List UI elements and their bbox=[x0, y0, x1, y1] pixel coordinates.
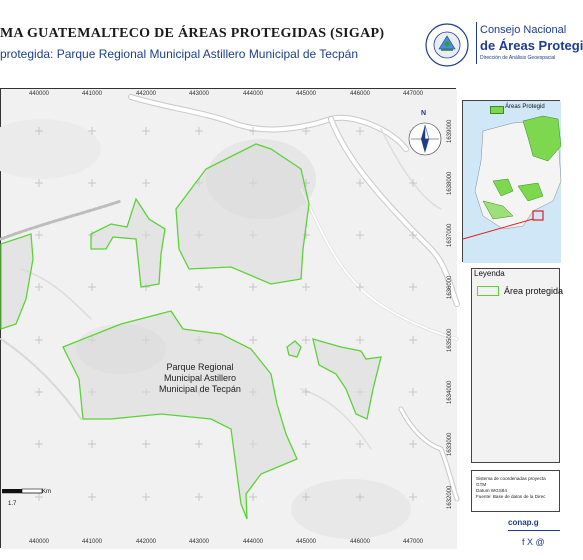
x-tick-top: 445000 bbox=[296, 91, 317, 97]
footer-divider bbox=[508, 530, 560, 531]
legend-label-protected-area: Área protegida bbox=[504, 286, 564, 296]
meta-line-1: Sistema de coordenadas proyecta bbox=[476, 476, 546, 481]
map-title: MA GUATEMALTECO DE ÁREAS PROTEGIDAS (SIGAP) bbox=[0, 26, 385, 41]
conap-logo bbox=[420, 18, 583, 68]
y-tick-right: 1632000 bbox=[447, 485, 453, 509]
y-tick-right: 1635000 bbox=[447, 328, 453, 352]
meta-line-4: Fuente: Base de datos de la Direc bbox=[476, 494, 546, 499]
map-subtitle: protegida: Parque Regional Municipal Astillero Municipal de Tecpán bbox=[0, 47, 358, 61]
x-tick-bottom: 443000 bbox=[189, 539, 210, 545]
x-tick-top: 446000 bbox=[350, 91, 371, 97]
scale-bar bbox=[2, 489, 44, 501]
footer-url-link[interactable]: conap.g bbox=[508, 518, 539, 527]
metadata-panel bbox=[471, 470, 560, 512]
area-label-line2: Municipal Astillero bbox=[163, 373, 237, 383]
x-tick-top: 442000 bbox=[136, 91, 157, 97]
scale-value: 1.7 bbox=[8, 501, 17, 507]
x-tick-bottom: 447000 bbox=[403, 539, 424, 545]
x-tick-bottom: 442000 bbox=[136, 539, 157, 545]
x-tick-bottom: 440000 bbox=[29, 539, 50, 545]
scale-unit: Km bbox=[42, 489, 51, 495]
main-map[interactable] bbox=[0, 88, 456, 548]
x-tick-bottom: 445000 bbox=[296, 539, 317, 545]
logo-line2: de Áreas Protegi bbox=[480, 38, 583, 53]
y-tick-right: 1638000 bbox=[447, 171, 453, 195]
social-icons[interactable]: f X @ bbox=[522, 537, 545, 547]
logo-divider bbox=[476, 22, 477, 64]
protected-area-label bbox=[140, 362, 260, 395]
x-tick-top: 444000 bbox=[243, 91, 264, 97]
logo-line1: Consejo Nacional bbox=[480, 24, 567, 36]
area-label-line3: Municipal de Tecpán bbox=[159, 384, 241, 394]
meta-line-2: GTM bbox=[476, 482, 487, 487]
x-tick-top: 441000 bbox=[82, 91, 103, 97]
y-tick-right: 1639000 bbox=[447, 119, 453, 143]
y-tick-right: 1636000 bbox=[447, 275, 453, 299]
y-tick-right: 1633000 bbox=[447, 432, 453, 456]
legend-title: Leyenda bbox=[474, 269, 505, 278]
north-label: N bbox=[421, 110, 427, 117]
inset-legend-swatch bbox=[490, 106, 504, 114]
x-tick-top: 443000 bbox=[189, 91, 210, 97]
y-tick-right: 1637000 bbox=[447, 223, 453, 247]
location-inset-map[interactable] bbox=[462, 100, 560, 262]
x-tick-bottom: 441000 bbox=[82, 539, 103, 545]
area-label-line1: Parque Regional bbox=[166, 362, 234, 372]
x-tick-top: 440000 bbox=[29, 91, 50, 97]
guatemala-seal-icon bbox=[424, 22, 470, 68]
legend-swatch-protected-area bbox=[477, 286, 499, 296]
inset-canvas bbox=[463, 101, 561, 263]
x-tick-bottom: 444000 bbox=[243, 539, 264, 545]
header bbox=[0, 0, 583, 78]
meta-line-3: Datum WGS84 bbox=[476, 488, 507, 493]
x-tick-top: 447000 bbox=[403, 91, 424, 97]
y-tick-right: 1634000 bbox=[447, 380, 453, 404]
x-tick-bottom: 446000 bbox=[350, 539, 371, 545]
north-arrow-icon bbox=[409, 123, 441, 155]
legend-panel bbox=[471, 268, 560, 463]
map-canvas bbox=[1, 89, 457, 549]
logo-line3: Dirección de Análisis Geoespacial bbox=[480, 55, 556, 61]
inset-legend-label: Áreas Protegid bbox=[505, 104, 545, 110]
